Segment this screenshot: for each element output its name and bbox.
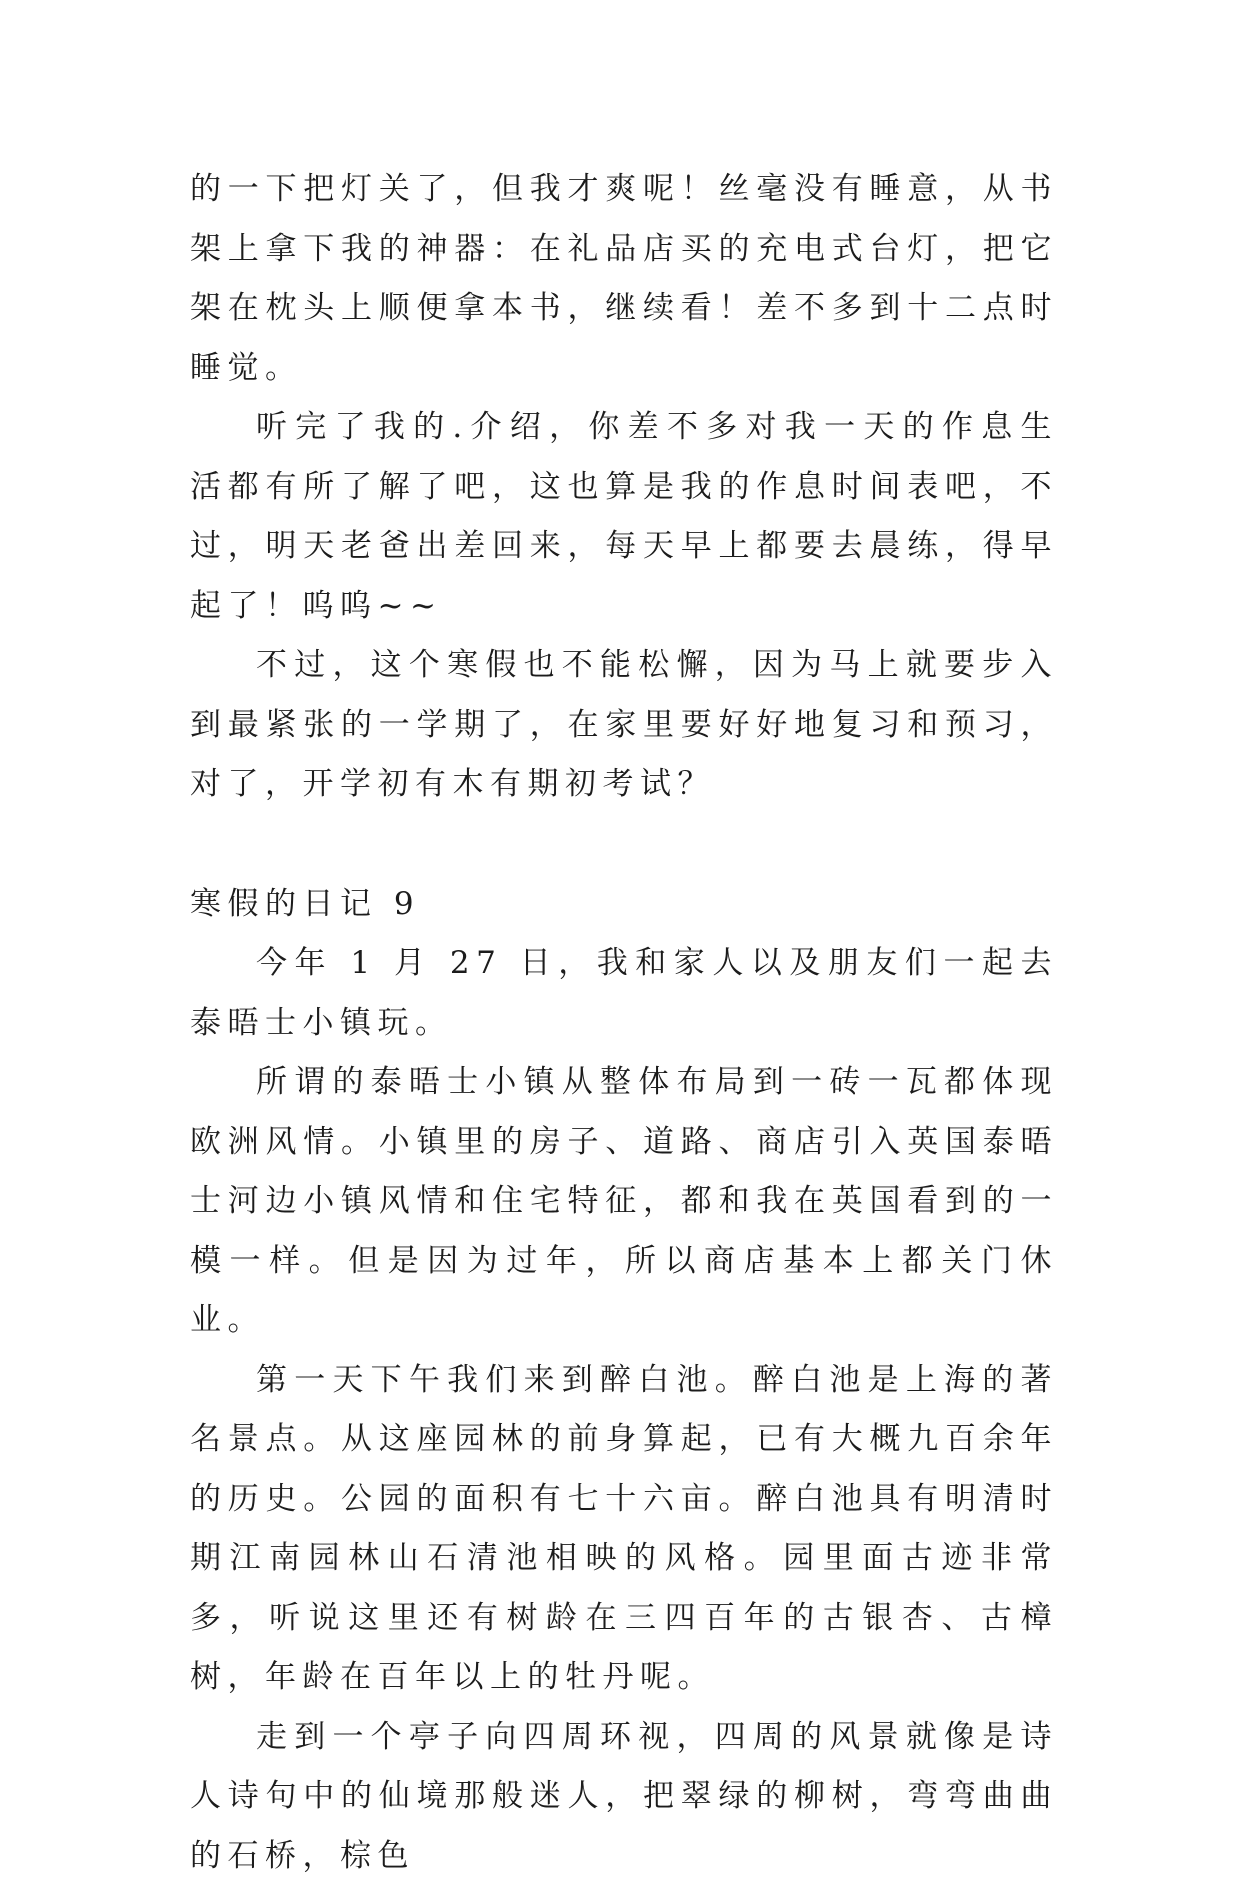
document-page: [190, 160, 1058, 1886]
paragraph-7: 走到一个亭子向四周环视，四周的风景就像是诗人诗句中的仙境那般迷人，把翠绿的柳树，弯弯曲曲的石桥，棕色: [190, 1708, 1058, 1886]
section-title: 寒假的日记 9: [190, 875, 1058, 935]
paragraph-4: 今年 1 月 27 日，我和家人以及朋友们一起去泰晤士小镇玩。: [190, 934, 1058, 1053]
paragraph-2: 听完了我的.介绍，你差不多对我一天的作息生活都有所了解了吧，这也算是我的作息时间表吧，不过，明天老爸出差回来，每天早上都要去晨练，得早起了！呜呜~~: [190, 398, 1058, 636]
section-spacer: [190, 815, 1058, 875]
paragraph-6: 第一天下午我们来到醉白池。醉白池是上海的著名景点。从这座园林的前身算起，已有大概九百余年的历史。公园的面积有七十六亩。醉白池具有明清时期江南园林山石清池相映的风格。园里面古迹非常多，听说这里还有树龄在三四百年的古银杏、古樟树，年龄在百年以上的牡丹呢。: [190, 1351, 1058, 1708]
paragraph-5: 所谓的泰晤士小镇从整体布局到一砖一瓦都体现欧洲风情。小镇里的房子、道路、商店引入英国泰晤士河边小镇风情和住宅特征，都和我在英国看到的一模一样。但是因为过年，所以商店基本上都关门休业。: [190, 1053, 1058, 1351]
paragraph-3: 不过，这个寒假也不能松懈，因为马上就要步入到最紧张的一学期了，在家里要好好地复习和预习，对了，开学初有木有期初考试？: [190, 636, 1058, 815]
paragraph-1: 的一下把灯关了，但我才爽呢！丝毫没有睡意，从书架上拿下我的神器：在礼品店买的充电式台灯，把它架在枕头上顺便拿本书，继续看！差不多到十二点时睡觉。: [190, 160, 1058, 398]
